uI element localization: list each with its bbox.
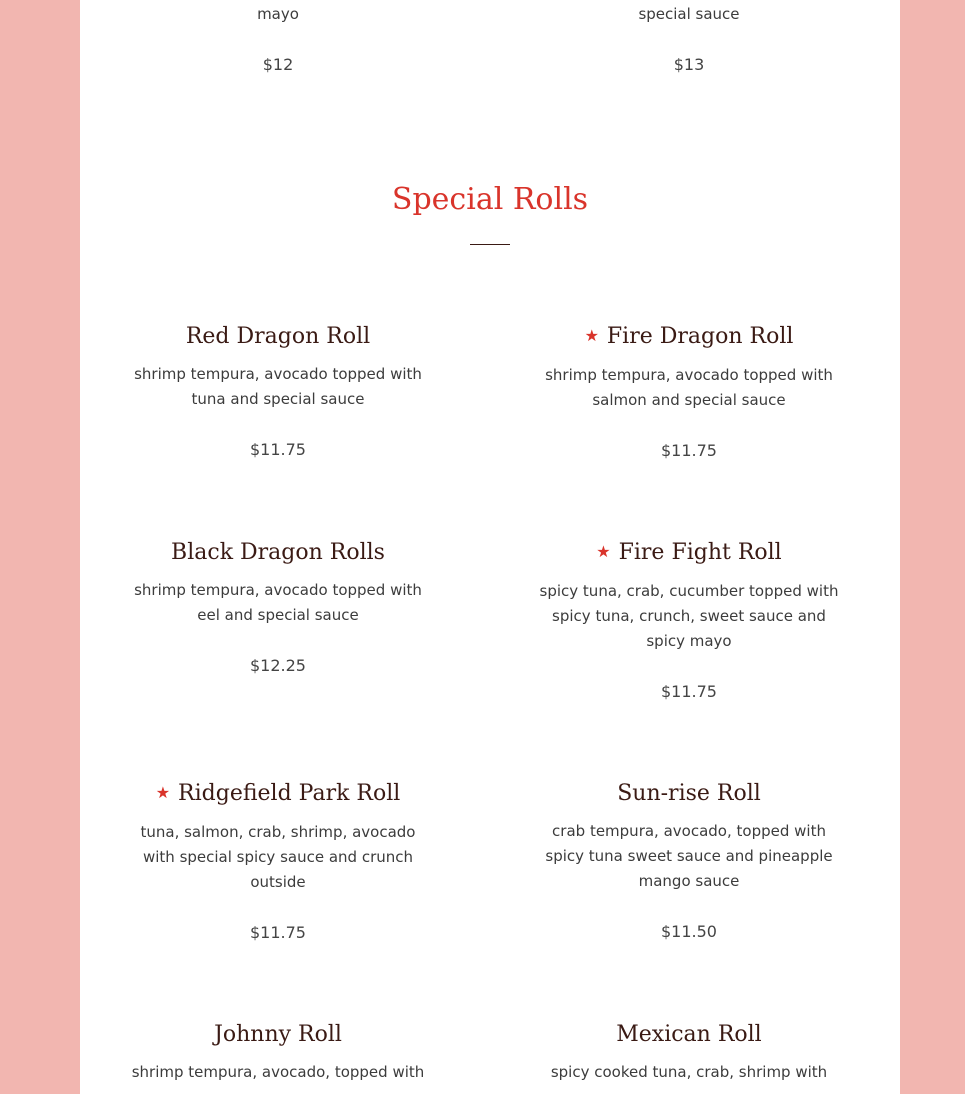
menu-item [123,0,433,77]
item-title [534,322,844,353]
item-title [534,1020,844,1050]
item-description: spicy cooked tuna, crab, shrimp with [550,1063,828,1081]
item-description: shrimp tempura, avocado topped with salmon and special sauce [545,366,833,409]
menu-item-fire-fight-roll [534,538,844,704]
menu-item-red-dragon-roll [123,322,433,462]
item-description: shrimp tempura, avocado topped with tuna and special sauce [134,365,422,408]
item-name: Ridgefield Park Roll [178,781,401,806]
menu-item-johnny-roll [123,1020,433,1085]
item-price: $11.75 [661,441,717,460]
item-description: shrimp tempura, avocado, topped with [131,1063,425,1081]
item-price: $11.75 [661,682,717,701]
item-price: $11.75 [250,440,306,459]
star-icon: ★ [584,326,599,345]
item-description: shrimp tempura, avocado topped with eel and special sauce [134,581,422,624]
item-price: $12.25 [250,656,306,675]
item-name: Fire Fight Roll [618,540,782,565]
section-title: Special Rolls [391,182,589,217]
item-name: Red Dragon Roll [185,324,371,349]
item-description: tuna, salmon, crab, shrimp, avocado with special spicy sauce and crunch outside [140,823,416,891]
menu-item-sun-rise-roll [534,779,844,944]
item-name: Mexican Roll [616,1022,762,1047]
item-description: special sauce [638,5,740,23]
section-divider [470,244,510,245]
item-title [123,779,433,810]
item-price: $11.50 [661,922,717,941]
item-name: Johnny Roll [214,1022,342,1047]
item-price: $11.75 [250,923,306,942]
item-title [123,538,433,568]
item-name: Black Dragon Rolls [171,540,385,565]
item-price: $12 [262,55,294,74]
item-description: mayo [257,5,299,23]
menu-page [80,0,900,1094]
item-title [534,538,844,569]
item-description: crab tempura, avocado, topped with spicy tuna sweet sauce and pineapple mango sauce [545,822,833,890]
menu-item-black-dragon-rolls [123,538,433,678]
item-name: Fire Dragon Roll [606,324,794,349]
menu-item-ridgefield-park-roll [123,779,433,945]
item-description: spicy tuna, crab, cucumber topped with spicy tuna, crunch, sweet sauce and spicy mayo [539,582,839,650]
star-icon: ★ [596,542,611,561]
menu-item-fire-dragon-roll [534,322,844,463]
menu-item-mexican-roll [534,1020,844,1085]
item-price: $13 [673,55,705,74]
star-icon: ★ [155,783,171,802]
item-title [123,322,433,352]
menu-item [534,0,844,77]
item-title [123,1020,433,1050]
item-name: Sun-rise Roll [617,781,761,806]
item-title [534,779,844,809]
